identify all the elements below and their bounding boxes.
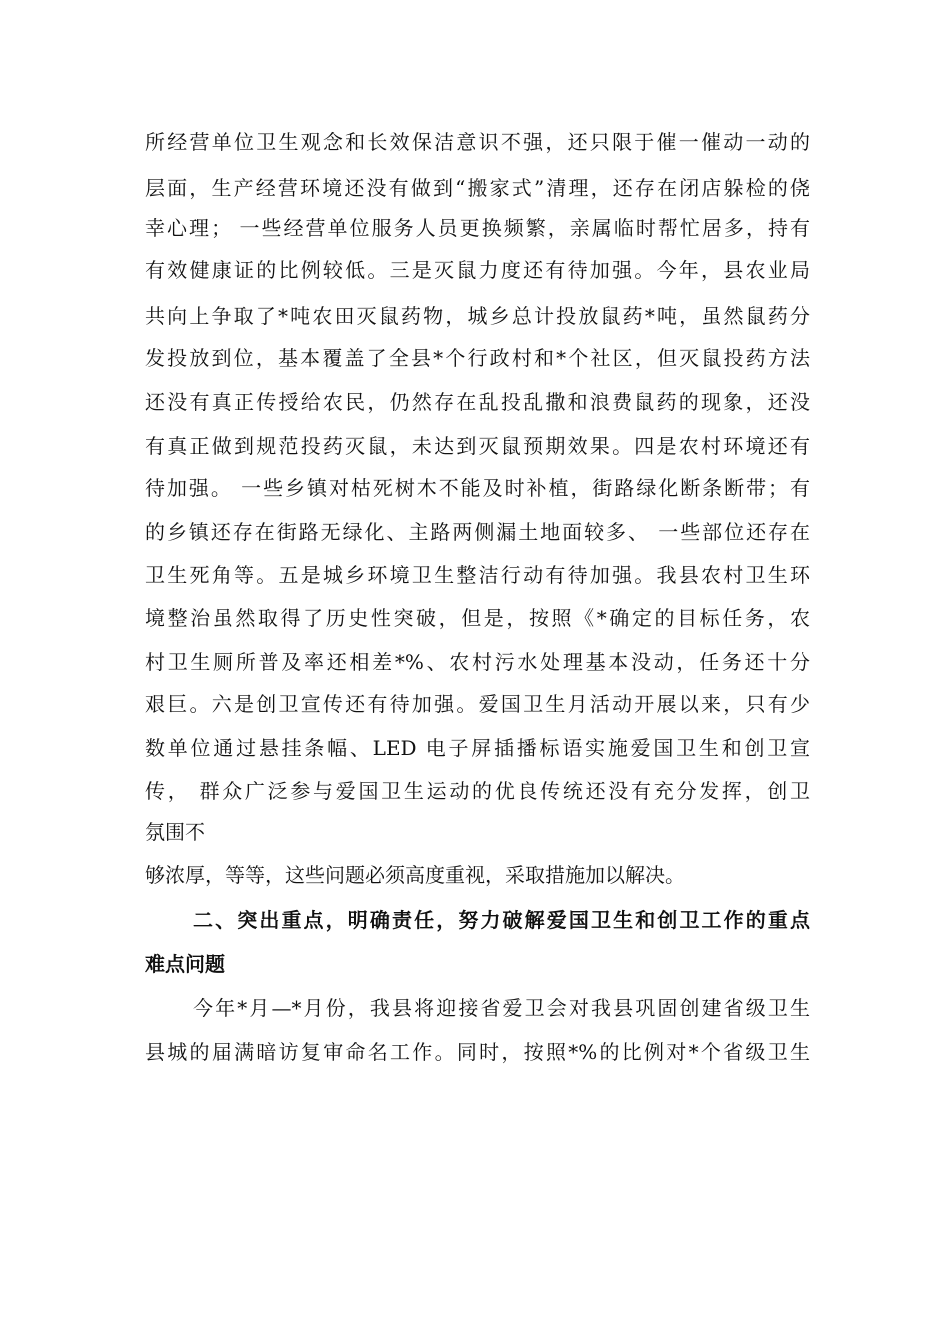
body-text-line: 传， 群众广泛参与爱国卫生运动的优良传统还没有充分发挥，创卫	[145, 779, 810, 803]
body-text-line: 发投放到位，基本覆盖了全县*个行政村和*个社区，但灭鼠投药方法	[145, 346, 810, 370]
body-text-line: 层面，生产经营环境还没有做到“搬家式”清理，还存在闭店躲检的侥	[145, 176, 810, 200]
body-text-line: 所经营单位卫生观念和长效保洁意识不强，还只限于催一催动一动的	[145, 130, 810, 154]
body-text-line: 的乡镇还存在街路无绿化、主路两侧漏土地面较多、 一些部位还存在	[145, 520, 810, 544]
body-text-line: 有效健康证的比例较低。三是灭鼠力度还有待加强。今年，县农业局	[145, 258, 810, 282]
body-text-line: 氛围不	[145, 820, 205, 844]
body-text-line: 还没有真正传授给农民，仍然存在乱投乱撒和浪费鼠药的现象，还没	[145, 390, 810, 414]
body-text-line: 幸心理； 一些经营单位服务人员更换频繁，亲属临时帮忙居多，持有	[145, 216, 810, 240]
body-text-line: 县城的届满暗访复审命名工作。同时，按照*%的比例对*个省级卫生	[145, 1040, 810, 1064]
body-text-line: 卫生死角等。五是城乡环境卫生整洁行动有待加强。我县农村卫生环	[145, 563, 810, 587]
body-text-line: 有真正做到规范投药灭鼠，未达到灭鼠预期效果。四是农村环境还有	[145, 434, 810, 458]
section-heading: 二、突出重点，明确责任，努力破解爱国卫生和创卫工作的重点	[193, 908, 810, 932]
body-text-line: 今年*月—*月份，我县将迎接省爱卫会对我县巩固创建省级卫生	[193, 996, 810, 1020]
body-text-line: 待加强。 一些乡镇对枯死树木不能及时补植，街路绿化断条断带；有	[145, 476, 810, 500]
body-text-line: 艰巨。六是创卫宣传还有待加强。爱国卫生月活动开展以来，只有少	[145, 692, 810, 716]
section-heading: 难点问题	[145, 952, 225, 976]
body-text-line: 数单位通过悬挂条幅、LED 电子屏插播标语实施爱国卫生和创卫宣	[145, 736, 810, 760]
body-text-line: 够浓厚，等等，这些问题必须高度重视，采取措施加以解决。	[145, 863, 685, 887]
body-text-line: 村卫生厕所普及率还相差*%、农村污水处理基本没动，任务还十分	[145, 650, 810, 674]
body-text-line: 境整治虽然取得了历史性突破，但是，按照《*确定的目标任务，农	[145, 606, 810, 630]
body-text-line: 共向上争取了*吨农田灭鼠药物，城乡总计投放鼠药*吨，虽然鼠药分	[145, 304, 810, 328]
